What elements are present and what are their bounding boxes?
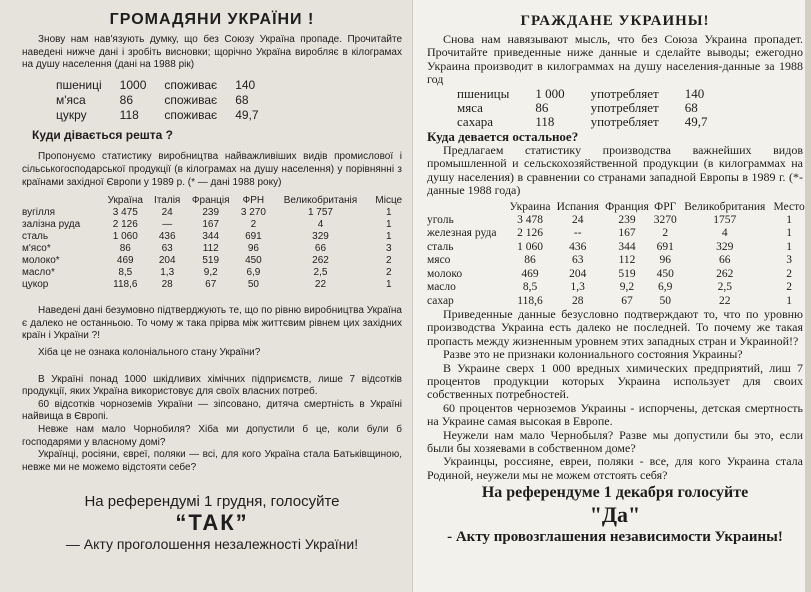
page-edge: [805, 0, 811, 592]
consumes-label: употребляет: [590, 85, 659, 101]
consumption-row: [457, 101, 733, 115]
stats-cell: 22: [719, 294, 731, 307]
stats-header-row: [22, 195, 407, 207]
stats-row: [22, 279, 407, 291]
stats-cell: 24: [161, 207, 173, 219]
stats-cell: 86: [119, 243, 131, 255]
stats-cell: 167: [202, 219, 220, 231]
stats-cell: 436: [569, 240, 587, 253]
stats-cell: залізна руда: [22, 219, 81, 231]
stats-cell: 2 126: [517, 227, 543, 240]
stats-cell: 2,5: [313, 267, 328, 279]
column-header: Украина: [509, 200, 551, 213]
stats-cell: 1: [786, 214, 792, 227]
stats-cell: 519: [618, 267, 636, 280]
stats-cell: масло: [427, 281, 456, 294]
stats-cell: 239: [202, 207, 220, 219]
column-header: [22, 195, 101, 207]
stats-cell: уголь: [427, 214, 454, 227]
stats-cell: молоко: [427, 267, 463, 280]
product-name: м'яса: [56, 92, 86, 107]
body-paragraph: Украинцы, россияне, евреи, поляки - все, для кого Украина стала Родиной, неужели мы не можем отстоять себя?: [427, 454, 803, 482]
stats-cell: 262: [312, 255, 329, 267]
stats-cell: 1 757: [307, 207, 333, 219]
stats-cell: 344: [618, 240, 636, 253]
stats-cell: 112: [202, 243, 219, 255]
stats-row: [427, 281, 807, 294]
stats-cell: 1 060: [517, 240, 543, 253]
stats-cell: 6,9: [658, 281, 673, 294]
stats-cell: 204: [158, 255, 176, 267]
produced-value: 1000: [119, 77, 147, 92]
referendum-call: На референдуме 1 декабря голосуйте: [481, 484, 749, 502]
stats-cell: 3 478: [517, 214, 543, 227]
stats-cell: 2: [662, 227, 669, 240]
stats-cell: 28: [161, 279, 173, 291]
stats-cell: 450: [656, 267, 674, 280]
stats-cell: 1: [786, 240, 792, 253]
stats-header-row: [427, 201, 807, 214]
stats-cell: 1: [786, 227, 792, 240]
product-name: сахара: [457, 113, 494, 129]
column-header: Україна: [107, 195, 143, 207]
stats-cell: 1: [385, 279, 392, 291]
stats-intro-paragraph: Пропонуємо статистику виробництва найважливіших видів промислової і сільськогосподарської продукції (в кілограмах на душу населення) у порівнянні з країнами західної Європи у 1989 р. (* — дані 1988 року): [22, 151, 402, 188]
stats-cell: 1,3: [570, 281, 585, 294]
body-paragraph: Приведенные данные безусловно подтверждают то, что по уровню производства Украина есть далеко не последней. То почему же такая пропасть между жизненным уровнем этих западных стран и Украиной!?: [427, 306, 803, 348]
column-header: Место: [773, 200, 805, 213]
stats-row: [427, 295, 807, 308]
stats-cell: 50: [247, 279, 259, 291]
stats-intro-paragraph: Предлагаем статистику производства важнейших видов промышленной и сельскохозяйственной продукции (в килограммах на душу населения) в сравнении со странами западной Европы в 1989 г. (*-данные 1988 года): [427, 143, 803, 198]
stats-cell: 4: [317, 219, 324, 231]
consumption-row: [56, 93, 277, 108]
consumes-label: споживає: [164, 77, 218, 92]
stats-cell: 344: [202, 231, 220, 243]
independence-act-line: - Акту провозглашения независимости Украины!: [447, 529, 783, 546]
stats-cell: 4: [721, 227, 728, 240]
stats-cell: 1 060: [112, 231, 138, 243]
stats-cell: вугілля: [22, 207, 56, 219]
stats-row: [427, 254, 807, 267]
column-header: ФРГ: [654, 200, 677, 213]
production-stats-table: [427, 201, 807, 308]
stats-cell: 3: [385, 243, 392, 255]
stats-cell: 67: [205, 279, 217, 291]
intro-paragraph: Знову нам нав'язують думку, що без Союзу Україна пропаде. Прочитайте наведені нижче дані і зробіть висновки; щорічно Україна виробляє в кілограмах на душу населення (дані на 1988 рік): [22, 34, 402, 71]
column-header: Італія: [154, 195, 181, 207]
leaflet-title: ГРОМАДЯНИ УКРАЇНИ !: [109, 11, 315, 28]
colonial-question: Хіба це не ознака колоніального стану України?: [38, 346, 261, 358]
consumption-row: [457, 115, 733, 129]
column-header: Місце: [375, 195, 403, 207]
produced-value: 86: [119, 92, 134, 107]
stats-cell: 63: [161, 243, 173, 255]
column-header: Испания: [556, 200, 599, 213]
body-paragraph: В Украине сверх 1 000 вредных химических предприятий, лиш 7 процентов продукции которых Украина использует для своих собственных потребностей.: [427, 360, 803, 402]
consumed-value: 68: [235, 92, 249, 107]
consumed-value: 49,7: [235, 107, 259, 122]
product-name: мяса: [457, 99, 483, 115]
stats-row: [22, 267, 407, 279]
russian-leaflet: [412, 0, 811, 592]
stats-cell: 2,5: [717, 281, 732, 294]
consumption-table: [56, 78, 277, 123]
body-paragraph: Невже нам мало Чорнобиля? Хіба ми допустили б це, коли були б господарями у власному домі?: [22, 423, 402, 448]
produced-value: 118: [535, 113, 555, 129]
stats-cell: сталь: [22, 231, 49, 243]
stats-cell: сахар: [427, 294, 454, 307]
consumption-row: [56, 108, 277, 123]
stats-cell: 1: [385, 219, 392, 231]
stats-cell: 2: [786, 281, 792, 294]
stats-row: [22, 231, 407, 243]
consumption-table: [457, 87, 733, 129]
consumed-value: 68: [684, 99, 698, 115]
column-header: ФРН: [242, 195, 265, 207]
stats-cell: 28: [571, 294, 584, 307]
production-stats-table: [22, 195, 407, 291]
stats-cell: 239: [618, 214, 636, 227]
stats-cell: 469: [521, 267, 539, 280]
stats-cell: 96: [659, 254, 671, 267]
consumption-row: [457, 87, 733, 101]
column-header: [427, 201, 507, 214]
stats-row: [22, 219, 407, 231]
question-heading: Куда девается остальное?: [427, 128, 579, 144]
stats-cell: 1: [385, 231, 392, 243]
consumed-value: 140: [235, 77, 256, 92]
stats-cell: 329: [312, 231, 329, 243]
consumes-label: употребляет: [590, 99, 659, 115]
stats-cell: 66: [314, 243, 327, 255]
referendum-call: На референдумі 1 грудня, голосуйте: [84, 493, 340, 511]
column-header: Великобританія: [283, 195, 358, 207]
stats-cell: м'ясо*: [22, 243, 51, 255]
product-name: цукру: [56, 107, 87, 122]
intro-paragraph: Снова нам навязывают мысль, что без Союза Украина пропадет. Прочитайте приведенные ниже данные и сделайте выводы; ежегодно Украина производит в килограммах на душу населения-данные за 1988 год: [427, 32, 803, 87]
stats-cell: 8,5: [522, 281, 538, 294]
consumption-row: [56, 78, 277, 93]
stats-cell: 450: [245, 255, 262, 267]
stats-row: [22, 243, 407, 255]
independence-act-line: — Акту проголошення незалежності України!: [65, 536, 359, 553]
stats-cell: 8,5: [118, 267, 133, 279]
stats-row: [427, 268, 807, 281]
stats-cell: 1,3: [160, 267, 175, 279]
stats-cell: молоко*: [22, 255, 60, 267]
colonial-question: Разве это не признаки колониального состояния Украины?: [443, 347, 743, 362]
stats-cell: железная руда: [427, 227, 497, 240]
body-paragraph: В Україні понад 1000 шкідливих хімічних підприємств, лише 7 відсотків продукції, яких Україна використовує для своїх власних потреб.: [22, 373, 402, 398]
stats-cell: 2: [385, 255, 392, 267]
stats-cell: 9,2: [619, 281, 635, 294]
product-name: пшениці: [56, 77, 102, 92]
produced-value: 118: [119, 107, 139, 122]
stats-cell: 118,6: [113, 279, 138, 291]
stats-cell: масло*: [22, 267, 55, 279]
body-paragraph: Наведені дані безумовно підтверджують те, що по рівню виробництва Україна є далеко не останньою. То чому ж така прірва між життєвим рівнем цих західних країн і України ?!: [22, 305, 402, 342]
stats-row: [22, 207, 407, 219]
stats-cell: 66: [719, 254, 731, 267]
stats-cell: 63: [571, 254, 584, 267]
stats-cell: 3 270: [240, 207, 266, 219]
stats-cell: 262: [716, 267, 734, 280]
stats-row: [427, 241, 807, 254]
stats-cell: —: [162, 219, 173, 231]
stats-cell: сталь: [427, 240, 454, 253]
stats-cell: 167: [618, 227, 636, 240]
produced-value: 86: [535, 99, 549, 115]
stats-cell: 3 475: [112, 207, 138, 219]
stats-cell: цукор: [22, 279, 49, 291]
stats-cell: 2 126: [112, 219, 138, 231]
consumed-value: 49,7: [684, 113, 708, 129]
stats-cell: 519: [202, 255, 220, 267]
body-paragraph: 60 процентов черноземов Украины - испорчены, детская смертность на Украине самая высокая в Европе.: [427, 400, 803, 429]
column-header: Франция: [605, 200, 649, 213]
stats-cell: 67: [621, 294, 633, 307]
stats-cell: 436: [158, 231, 176, 243]
stats-cell: 6,9: [246, 267, 261, 279]
question-heading: Куди дівається решта ?: [32, 127, 173, 142]
body-paragraph: Українці, росіяни, євреї, поляки — всі, для кого Україна стала Батьківщиною, невже ми не можемо відстояти себе?: [22, 449, 402, 473]
stats-cell: 691: [656, 240, 674, 253]
stats-cell: 2: [250, 219, 257, 231]
stats-cell: 691: [245, 231, 262, 243]
stats-row: [22, 255, 407, 267]
stats-cell: 204: [569, 267, 587, 280]
stats-cell: 469: [116, 255, 134, 267]
stats-cell: 112: [618, 254, 636, 267]
product-name: пшеницы: [457, 85, 510, 101]
stats-cell: 3270: [653, 214, 677, 227]
column-header: Франція: [191, 195, 230, 207]
stats-cell: 1757: [713, 214, 737, 227]
vote-yes-slogan: "Да": [589, 502, 641, 528]
leaflet-title: ГРАЖДАНЕ УКРАИНЫ!: [520, 13, 710, 29]
stats-cell: 24: [571, 214, 584, 227]
stats-cell: мясо: [427, 254, 451, 267]
body-paragraph: Неужели нам мало Чернобыля? Разве мы допустили бы это, если были бы хозяевами в собственном доме?: [427, 427, 803, 455]
stats-cell: 22: [314, 279, 327, 291]
stats-cell: 118,6: [517, 294, 543, 307]
stats-cell: 86: [524, 254, 536, 267]
vote-yes-slogan: “ТАК”: [175, 510, 249, 536]
consumes-label: споживає: [164, 107, 218, 122]
stats-cell: 2: [385, 267, 392, 279]
consumes-label: употребляет: [590, 113, 659, 129]
stats-cell: 50: [659, 294, 671, 307]
stats-cell: 3: [786, 254, 792, 267]
column-header: Великобритания: [684, 200, 766, 213]
consumed-value: 140: [684, 85, 705, 101]
stats-row: [427, 214, 807, 227]
stats-cell: 2: [786, 267, 792, 280]
stats-cell: 96: [247, 243, 259, 255]
stats-cell: 1: [786, 294, 792, 307]
body-paragraph: 60 відсотків чорноземів України — зіпсовано, дитяча смертність в Україні найвища в Європі.: [22, 398, 402, 423]
stats-cell: 9,2: [203, 267, 218, 279]
stats-cell: 329: [716, 240, 734, 253]
stats-row: [427, 227, 807, 240]
stats-cell: --: [573, 227, 582, 240]
produced-value: 1 000: [535, 85, 565, 101]
consumes-label: споживає: [164, 92, 218, 107]
stats-cell: 1: [385, 207, 392, 219]
